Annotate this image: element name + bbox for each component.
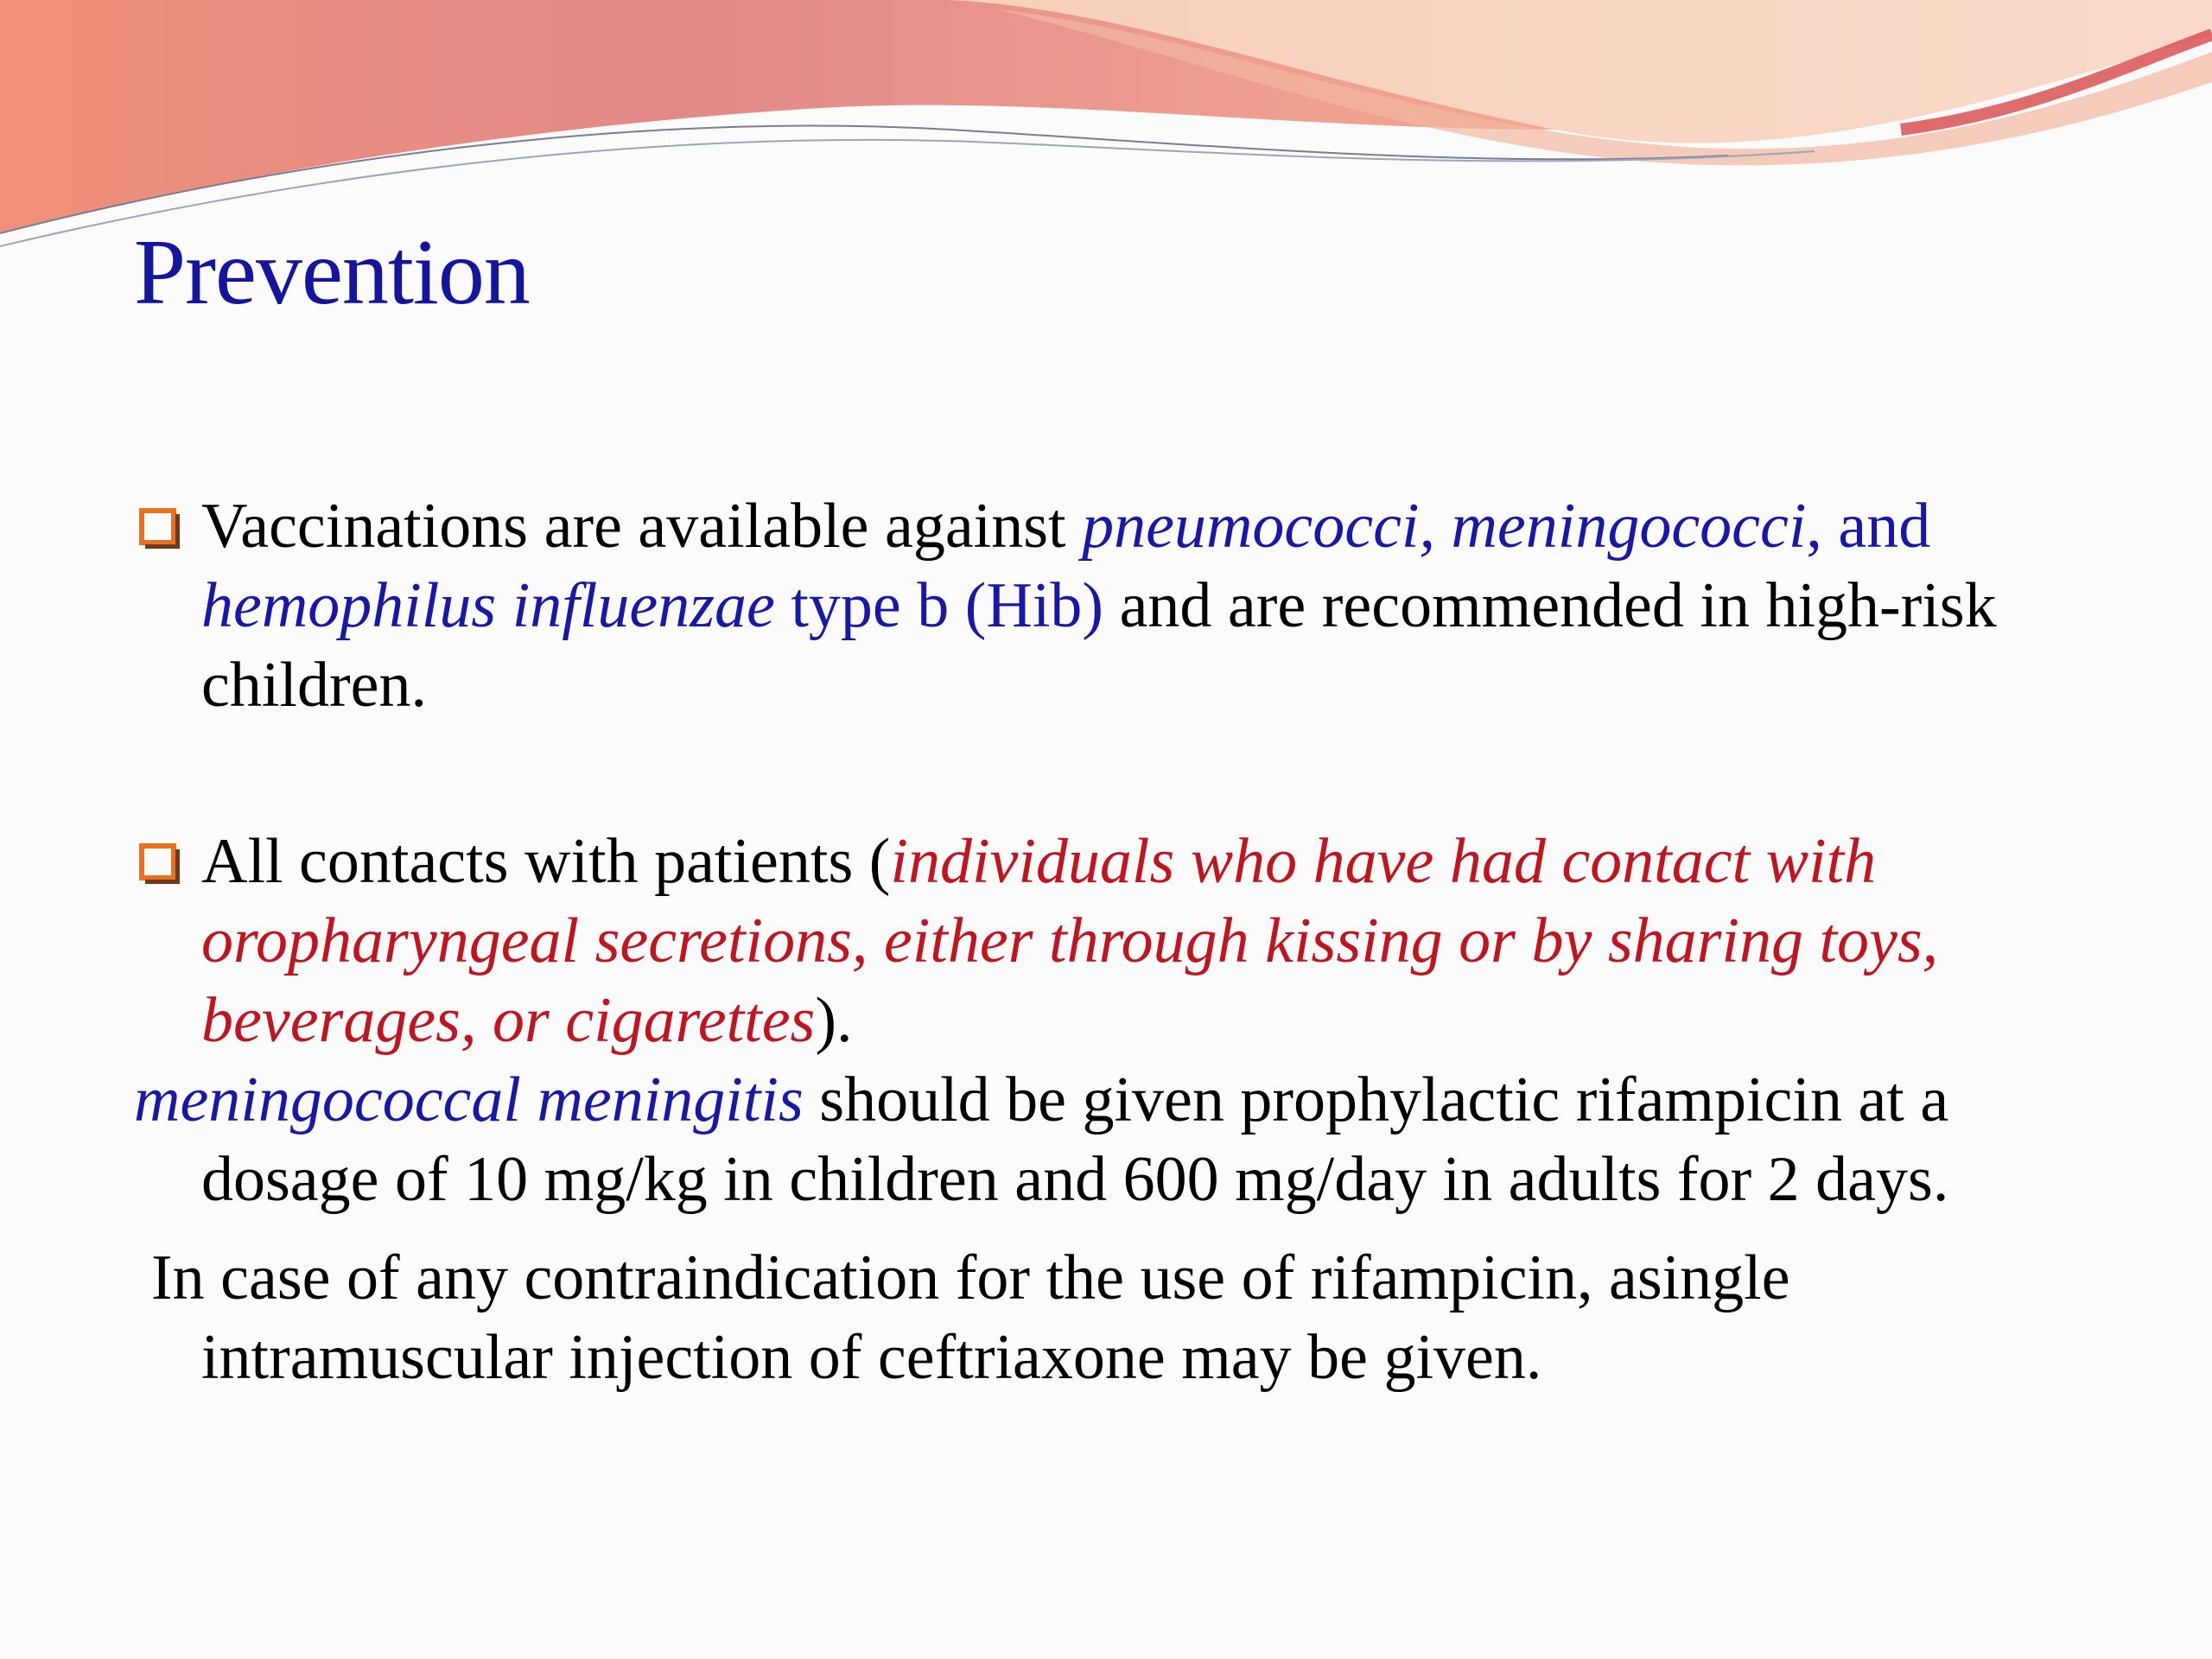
text-span: should be given prophylactic rifampicin at a dosage of 10 mg/kg in children and 600 mg/day in adults for 2 days. (201, 1065, 1949, 1215)
text-span: Vaccinations are available against (201, 491, 1083, 562)
paragraph-ceftriaxone (134, 1238, 2121, 1397)
paragraph-prophylaxis (134, 1060, 2121, 1219)
bullet-contacts (134, 822, 2121, 1060)
slide-body (134, 486, 2121, 1397)
pathogen-names: pneumococci, meningococci (1082, 491, 1807, 562)
hollow-square-icon (137, 842, 181, 885)
text-span: ). (815, 985, 853, 1056)
header-wave-decoration (0, 0, 2212, 259)
text-span: and (1838, 491, 1931, 562)
pathogen-name: hemophilus influenzae (201, 570, 775, 641)
slide-title: Prevention (134, 221, 530, 324)
text-span: All contacts with patients ( (201, 826, 891, 897)
hollow-square-icon (137, 506, 181, 550)
text-span: , (1806, 491, 1822, 562)
text-span: In case of any contraindication for the use of rifampicin, asingle intramuscular injection of ceftriaxone may be given. (151, 1243, 1790, 1393)
text-span: and are recommended in high-risk children. (201, 570, 1997, 721)
disease-name: meningococcal meningitis (134, 1065, 804, 1135)
bullet-vaccinations (134, 486, 2121, 725)
text-span: type b (Hib) (774, 570, 1104, 641)
contact-definition: individuals who have had contact with oropharyngeal secretions, either through kissing or by sharing toys, beverages, or cigarettes (201, 826, 1939, 1056)
